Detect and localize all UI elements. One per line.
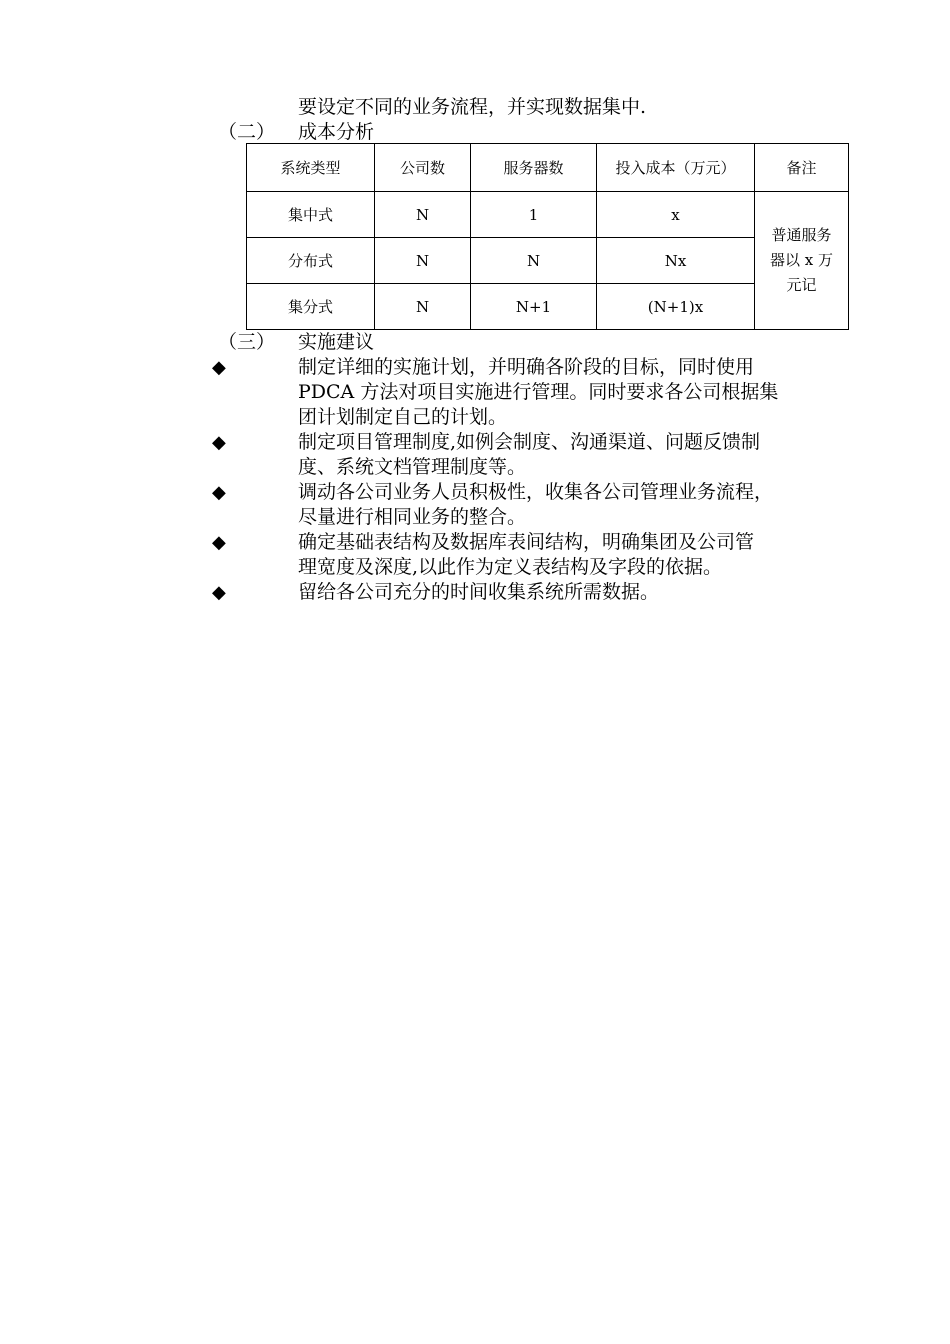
cost-analysis-table: [246, 143, 849, 330]
diamond-bullet-icon: ◆: [212, 532, 226, 553]
table-cell: 分布式: [247, 238, 375, 284]
bullet-item: [298, 480, 858, 530]
bullet-line: 团计划制定自己的计划。: [298, 406, 508, 428]
bullet-item: [298, 530, 858, 580]
diamond-bullet-icon: ◆: [212, 582, 226, 603]
section-3-title: 实施建议: [298, 331, 375, 353]
bullet-item: [298, 430, 858, 480]
bullet-line: 确定基础表结构及数据库表间结构，明确集团及公司管: [298, 531, 755, 553]
diamond-bullet-icon: ◆: [212, 482, 226, 503]
diamond-bullet-icon: ◆: [212, 357, 226, 378]
table-cell: N: [375, 238, 471, 284]
note-line: 器以 x 万: [770, 251, 833, 269]
table-cell: Nx: [597, 238, 755, 284]
table-cell: N: [375, 192, 471, 238]
table-header-row: [247, 144, 849, 192]
header-cell: 备注: [755, 144, 849, 192]
table-cell: 集分式: [247, 284, 375, 330]
section-2-title: 成本分析: [298, 121, 375, 143]
note-line: 元记: [786, 276, 817, 294]
bullet-item: [298, 580, 858, 605]
bullet-item: [298, 355, 858, 430]
bullet-line: 调动各公司业务人员积极性，收集各公司管理业务流程，: [298, 481, 774, 503]
header-cell: 服务器数: [471, 144, 597, 192]
table-cell: (N+1)x: [597, 284, 755, 330]
table-cell: x: [597, 192, 755, 238]
diamond-bullet-icon: ◆: [212, 432, 226, 453]
section-2-number: （二）: [218, 121, 276, 143]
bullet-line: 尽量进行相同业务的整合。: [298, 506, 527, 528]
header-cell: 系统类型: [247, 144, 375, 192]
table-row: [247, 192, 849, 238]
table-cell: N: [375, 284, 471, 330]
note-cell: [755, 192, 849, 330]
table-cell: N+1: [471, 284, 597, 330]
bullet-line: 制定详细的实施计划，并明确各阶段的目标，同时使用: [298, 356, 755, 378]
table-cell: N: [471, 238, 597, 284]
bullet-line: PDCA 方法对项目实施进行管理。同时要求各公司根据集: [298, 381, 779, 403]
intro-line: 要设定不同的业务流程，并实现数据集中.: [298, 96, 647, 118]
bullet-line: 留给各公司充分的时间收集系统所需数据。: [298, 581, 660, 603]
bullet-line: 理宽度及深度,以此作为定义表结构及字段的依据。: [298, 556, 723, 578]
header-cell: 公司数: [375, 144, 471, 192]
table-cell: 集中式: [247, 192, 375, 238]
bullet-line: 制定项目管理制度,如例会制度、沟通渠道、问题反馈制: [298, 431, 761, 453]
table-cell: 1: [471, 192, 597, 238]
header-cell: 投入成本（万元）: [597, 144, 755, 192]
section-3-number: （三）: [218, 331, 276, 353]
note-line: 普通服务: [771, 226, 832, 244]
bullet-line: 度、系统文档管理制度等。: [298, 456, 527, 478]
